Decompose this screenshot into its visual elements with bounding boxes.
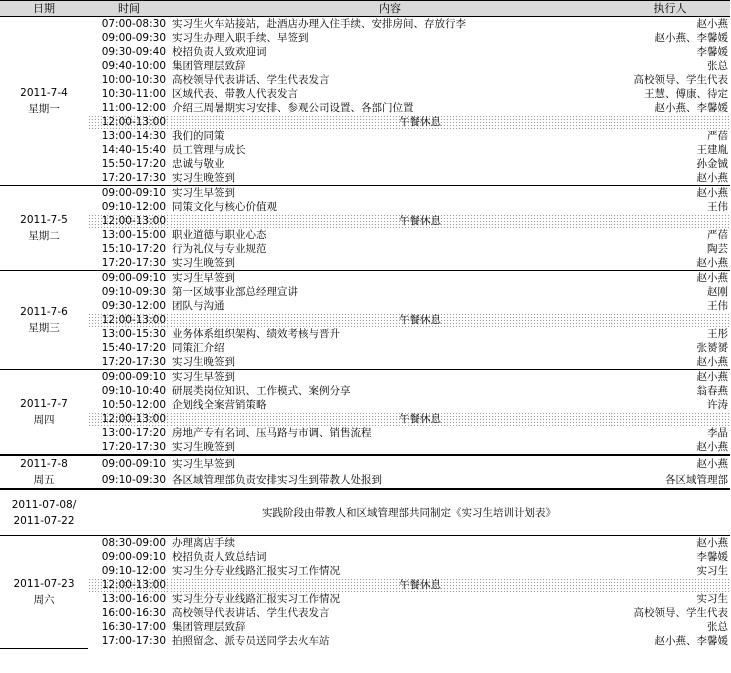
content-cell: 介绍三周暑期实习安排、参观公司设置、各部门位置 <box>172 102 414 114</box>
schedule-row <box>0 101 730 115</box>
exec-cell: 赵小燕 <box>610 455 730 472</box>
exec-cell: 孙金铖 <box>696 158 728 170</box>
time-cell: 16:00-16:30 <box>101 607 166 619</box>
time-cell: 12:00-13:00 <box>88 115 170 129</box>
time-cell: 09:10-09:30 <box>101 286 166 298</box>
day-weekday: 周五 <box>33 474 55 486</box>
schedule-row <box>0 200 730 214</box>
lunch-row <box>0 115 730 129</box>
exec-cell: 王彤 <box>707 328 728 340</box>
lunch-label: 午餐休息 <box>170 115 610 129</box>
schedule-row <box>0 550 730 564</box>
content-cell: 实习生分专业线路汇报实习工作情况 <box>172 593 340 605</box>
day-weekday: 周六 <box>33 593 55 606</box>
content-cell: 行为礼仪与专业规范 <box>172 243 267 255</box>
time-cell: 15:50-17:20 <box>101 158 166 170</box>
content-cell: 实习生晚签到 <box>170 355 610 370</box>
lunch-label: 午餐休息 <box>170 214 610 228</box>
exec-cell: 李馨媛 <box>696 551 728 563</box>
content-cell: 实习生办理入职手续、早签到 <box>172 32 309 44</box>
exec-cell: 赵小燕 <box>696 537 728 549</box>
time-cell: 17:20-17:30 <box>88 171 170 186</box>
time-cell: 16:30-17:00 <box>101 621 166 633</box>
exec-cell: 赵小燕 <box>696 18 728 30</box>
content-cell: 实习生早签到 <box>170 455 610 472</box>
exec-cell: 赵小燕 <box>696 371 728 383</box>
time-cell: 09:30-12:00 <box>101 300 166 312</box>
time-cell: 10:30-11:00 <box>101 88 166 100</box>
schedule-row <box>0 634 730 648</box>
schedule-row <box>0 157 730 171</box>
lunch-label: 午餐休息 <box>170 412 610 426</box>
content-cell: 实习生早签到 <box>172 272 235 284</box>
exec-cell: 严蓓 <box>707 130 728 142</box>
exec-cell: 各区域管理部 <box>610 472 730 489</box>
day-date: 2011-7-5 <box>20 214 68 226</box>
header-date: 日期 <box>0 1 88 17</box>
exec-cell: 赵刚 <box>707 286 728 298</box>
day-date: 2011-7-7 <box>20 398 68 410</box>
lunch-label: 午餐休息 <box>170 578 610 592</box>
content-cell: 同策汇介绍 <box>172 342 225 354</box>
content-cell: 团队与沟通 <box>172 300 225 312</box>
schedule-row <box>0 228 730 242</box>
time-cell: 09:00-09:10 <box>101 187 166 199</box>
practice-row <box>0 489 730 536</box>
time-cell: 15:40-17:20 <box>101 342 166 354</box>
exec-cell <box>610 412 730 426</box>
time-cell: 09:10-12:00 <box>101 201 166 213</box>
exec-cell: 赵小燕 <box>610 171 730 186</box>
day-weekday: 周四 <box>33 414 55 426</box>
date-cell <box>0 370 88 456</box>
time-cell: 09:10-12:00 <box>101 565 166 577</box>
time-cell: 09:10-10:40 <box>101 385 166 397</box>
content-cell: 企划线全案营销策略 <box>172 399 267 411</box>
time-cell: 17:20-17:30 <box>88 355 170 370</box>
schedule-row <box>0 341 730 355</box>
time-cell: 13:00-15:30 <box>101 328 166 340</box>
content-cell: 实习生晚签到 <box>170 256 610 271</box>
exec-cell: 李馨媛 <box>696 46 728 58</box>
content-cell: 高校领导代表讲话、学生代表发言 <box>172 74 330 86</box>
schedule-row <box>0 426 730 440</box>
time-cell: 09:40-10:00 <box>101 60 166 72</box>
content-cell: 实习生早签到 <box>172 187 235 199</box>
time-cell: 13:00-16:00 <box>101 593 166 605</box>
exec-cell: 赵小燕、李馨媛 <box>654 635 728 647</box>
schedule-row <box>0 398 730 412</box>
schedule-row <box>0 31 730 45</box>
day-date: 2011-7-6 <box>20 306 68 318</box>
content-cell: 房地产专有名词、压马路与市调、销售流程 <box>172 427 372 439</box>
content-cell: 拍照留念、派专员送同学去火车站 <box>172 635 330 647</box>
time-cell: 12:00-13:00 <box>88 214 170 228</box>
exec-cell: 赵小燕 <box>610 355 730 370</box>
time-cell: 12:00-13:00 <box>88 313 170 327</box>
content-cell: 职业道德与职业心态 <box>172 229 267 241</box>
schedule-row <box>0 472 730 489</box>
schedule-row <box>0 45 730 59</box>
exec-cell: 许涛 <box>707 399 728 411</box>
content-cell: 忠诚与敬业 <box>172 158 225 170</box>
exec-cell <box>610 313 730 327</box>
lunch-row <box>0 313 730 327</box>
exec-cell: 王伟 <box>707 201 728 213</box>
content-cell: 高校领导代表讲话、学生代表发言 <box>172 607 330 619</box>
exec-cell: 赵小燕 <box>696 272 728 284</box>
time-cell: 07:00-08:30 <box>101 18 166 30</box>
schedule-row <box>0 564 730 578</box>
schedule-row <box>0 384 730 398</box>
day-weekday: 星期二 <box>28 230 60 242</box>
schedule-row <box>0 256 730 271</box>
exec-cell: 陶芸 <box>707 243 728 255</box>
schedule-row <box>0 370 730 385</box>
time-cell: 09:10-09:30 <box>88 472 170 489</box>
content-cell: 业务体系组织架构、绩效考核与晋升 <box>172 328 340 340</box>
schedule-row <box>0 242 730 256</box>
day-weekday: 星期三 <box>28 322 60 334</box>
schedule-row <box>0 186 730 201</box>
schedule-row <box>0 355 730 370</box>
time-cell: 08:30-09:00 <box>101 537 166 549</box>
header-time: 时间 <box>88 1 170 17</box>
time-cell: 10:50-12:00 <box>101 399 166 411</box>
time-cell: 17:00-17:30 <box>101 635 166 647</box>
lunch-row <box>0 214 730 228</box>
exec-cell: 赵小燕 <box>610 440 730 455</box>
time-cell: 09:00-09:10 <box>101 371 166 383</box>
header-exec: 执行人 <box>610 1 730 17</box>
time-cell: 13:00-17:20 <box>101 427 166 439</box>
schedule-row <box>0 59 730 73</box>
content-cell: 校招负责人致欢迎词 <box>172 46 267 58</box>
content-cell: 实习生分专业线路汇报实习工作情况 <box>172 565 340 577</box>
schedule-row <box>0 440 730 455</box>
schedule-row <box>0 17 730 32</box>
header-content: 内容 <box>170 1 610 17</box>
content-cell: 员工管理与成长 <box>172 144 246 156</box>
time-cell: 13:00-15:00 <box>101 229 166 241</box>
lunch-row <box>0 578 730 592</box>
header-row <box>0 1 730 17</box>
schedule-row <box>0 143 730 157</box>
schedule-row <box>0 592 730 606</box>
exec-cell: 高校领导、学生代表 <box>633 74 728 86</box>
exec-cell <box>610 578 730 592</box>
exec-cell: 翁春燕 <box>696 385 728 397</box>
date-cell <box>0 186 88 271</box>
practice-date-cell <box>0 489 88 536</box>
exec-cell: 赵小燕 <box>610 256 730 271</box>
schedule-row <box>0 171 730 186</box>
schedule-row <box>0 285 730 299</box>
exec-cell <box>610 115 730 129</box>
date-cell <box>0 536 88 649</box>
exec-cell: 张赟赟 <box>696 342 728 354</box>
content-cell: 同策文化与核心价值观 <box>172 201 277 213</box>
schedule-row <box>0 299 730 313</box>
date-cell <box>0 455 88 489</box>
schedule-row <box>0 87 730 101</box>
exec-cell: 实习生 <box>696 565 728 577</box>
exec-cell: 王慧、傅康、待定 <box>644 88 728 100</box>
exec-cell: 严蓓 <box>707 229 728 241</box>
content-cell: 办理离店手续 <box>172 537 235 549</box>
exec-cell: 张总 <box>707 621 728 633</box>
time-cell: 09:00-09:10 <box>88 455 170 472</box>
time-cell: 14:40-15:40 <box>101 144 166 156</box>
time-cell: 10:00-10:30 <box>101 74 166 86</box>
day-weekday: 星期一 <box>28 103 60 115</box>
content-cell: 各区域管理部负责安排实习生到带教人处报到 <box>170 472 610 489</box>
content-cell: 实习生晚签到 <box>170 440 610 455</box>
day-date: 2011-07-23 <box>13 577 75 590</box>
exec-cell: 赵小燕、李馨媛 <box>654 102 728 114</box>
exec-cell: 赵小燕 <box>696 187 728 199</box>
day-date: 2011-7-4 <box>20 87 68 99</box>
exec-cell: 李晶 <box>707 427 728 439</box>
exec-cell: 高校领导、学生代表 <box>633 607 728 619</box>
time-cell: 09:00-09:30 <box>101 32 166 44</box>
schedule-row <box>0 620 730 634</box>
lunch-label: 午餐休息 <box>170 313 610 327</box>
time-cell: 09:30-09:40 <box>101 46 166 58</box>
schedule-row <box>0 536 730 551</box>
practice-content: 实践阶段由带教人和区域管理部共同制定《实习生培训计划表》 <box>88 489 730 536</box>
day-date: 2011-7-8 <box>20 458 68 470</box>
time-cell: 09:00-09:10 <box>101 551 166 563</box>
time-cell: 15:10-17:20 <box>101 243 166 255</box>
content-cell: 我们的同策 <box>172 130 225 142</box>
exec-cell: 赵小燕、李馨媛 <box>654 32 728 44</box>
exec-cell: 王建胤 <box>696 144 728 156</box>
content-cell: 第一区域事业部总经理宣讲 <box>172 286 298 298</box>
time-cell: 13:00-14:30 <box>101 130 166 142</box>
exec-cell: 张总 <box>707 60 728 72</box>
schedule-row <box>0 455 730 472</box>
date-cell <box>0 271 88 370</box>
time-cell: 12:00-13:00 <box>88 412 170 426</box>
content-cell: 集团管理层致辞 <box>172 621 246 633</box>
schedule-row <box>0 606 730 620</box>
lunch-row <box>0 412 730 426</box>
date-cell <box>0 17 88 186</box>
content-cell: 实习生晚签到 <box>170 171 610 186</box>
schedule-row <box>0 129 730 143</box>
practice-date-end: 2011-07-22 <box>13 514 75 527</box>
content-cell: 研展类岗位知识、工作模式、案例分享 <box>172 385 351 397</box>
content-cell: 实习生早签到 <box>172 371 235 383</box>
schedule-body <box>0 17 730 649</box>
exec-cell: 王伟 <box>707 300 728 312</box>
time-cell: 11:00-12:00 <box>101 102 166 114</box>
schedule-row <box>0 271 730 286</box>
content-cell: 校招负责人致总结词 <box>172 551 267 563</box>
content-cell: 区域代表、带教人代表发言 <box>172 88 298 100</box>
content-cell: 集团管理层致辞 <box>172 60 246 72</box>
exec-cell: 实习生 <box>696 593 728 605</box>
schedule-row <box>0 327 730 341</box>
time-cell: 17:20-17:30 <box>88 256 170 271</box>
content-cell: 实习生火车站接站，赴酒店办理入住手续、安排房间、存放行李 <box>172 18 466 30</box>
time-cell: 17:20-17:30 <box>88 440 170 455</box>
schedule-row <box>0 73 730 87</box>
exec-cell <box>610 214 730 228</box>
time-cell: 09:00-09:10 <box>101 272 166 284</box>
practice-date-start: 2011-07-08/ <box>11 498 77 511</box>
time-cell: 12:00-13:00 <box>88 578 170 592</box>
